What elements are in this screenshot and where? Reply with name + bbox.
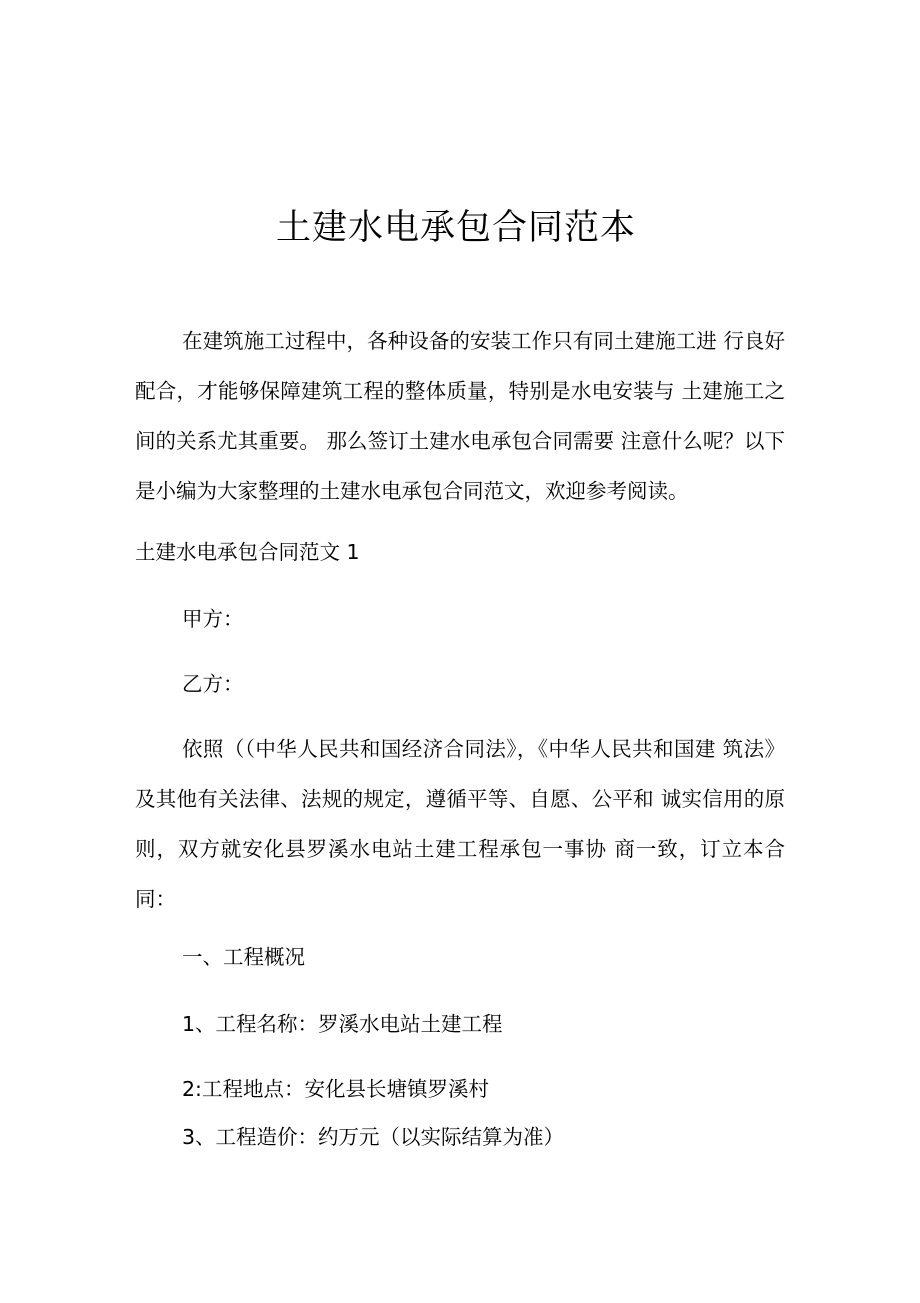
document-title: 土建水电承包合同范本 (275, 208, 636, 248)
party-a-label: 甲方： (182, 607, 244, 631)
intro-paragraph: 在建筑施工过程中，各种设备的安装工作只有同土建施工进 行良好配合，才能够保障建筑工程的整体质量，特别是水电安装与 土建施工之间的关系尤其重要。 那么签订土建水电承包合同需要 注意什么呢？以下是小编为大家整理的土建水电承包合同范文，欢迎参考阅读。 (135, 329, 785, 503)
section-title: 土建水电承包合同范文 1 (135, 540, 360, 564)
project-overview-heading: 一、工程概况 (182, 945, 305, 969)
party-b-label: 乙方： (182, 672, 244, 696)
project-cost-item: 3、工程造价：约万元（以实际结算为准） (182, 1125, 565, 1149)
project-name-item: 1、工程名称：罗溪水电站土建工程 (182, 1012, 503, 1036)
project-location-item: 2:工程地点：安化县长塘镇罗溪村 (182, 1077, 489, 1101)
legal-basis-paragraph: 依照（（中华人民共和国经济合同法》，《中华人民共和国建 筑法》及其他有关法律、法规的规定，遵循平等、自愿、公平和 诚实信用的原则，双方就安化县罗溪水电站土建工程承包一事协 商一致，订立本合同： (135, 737, 785, 911)
